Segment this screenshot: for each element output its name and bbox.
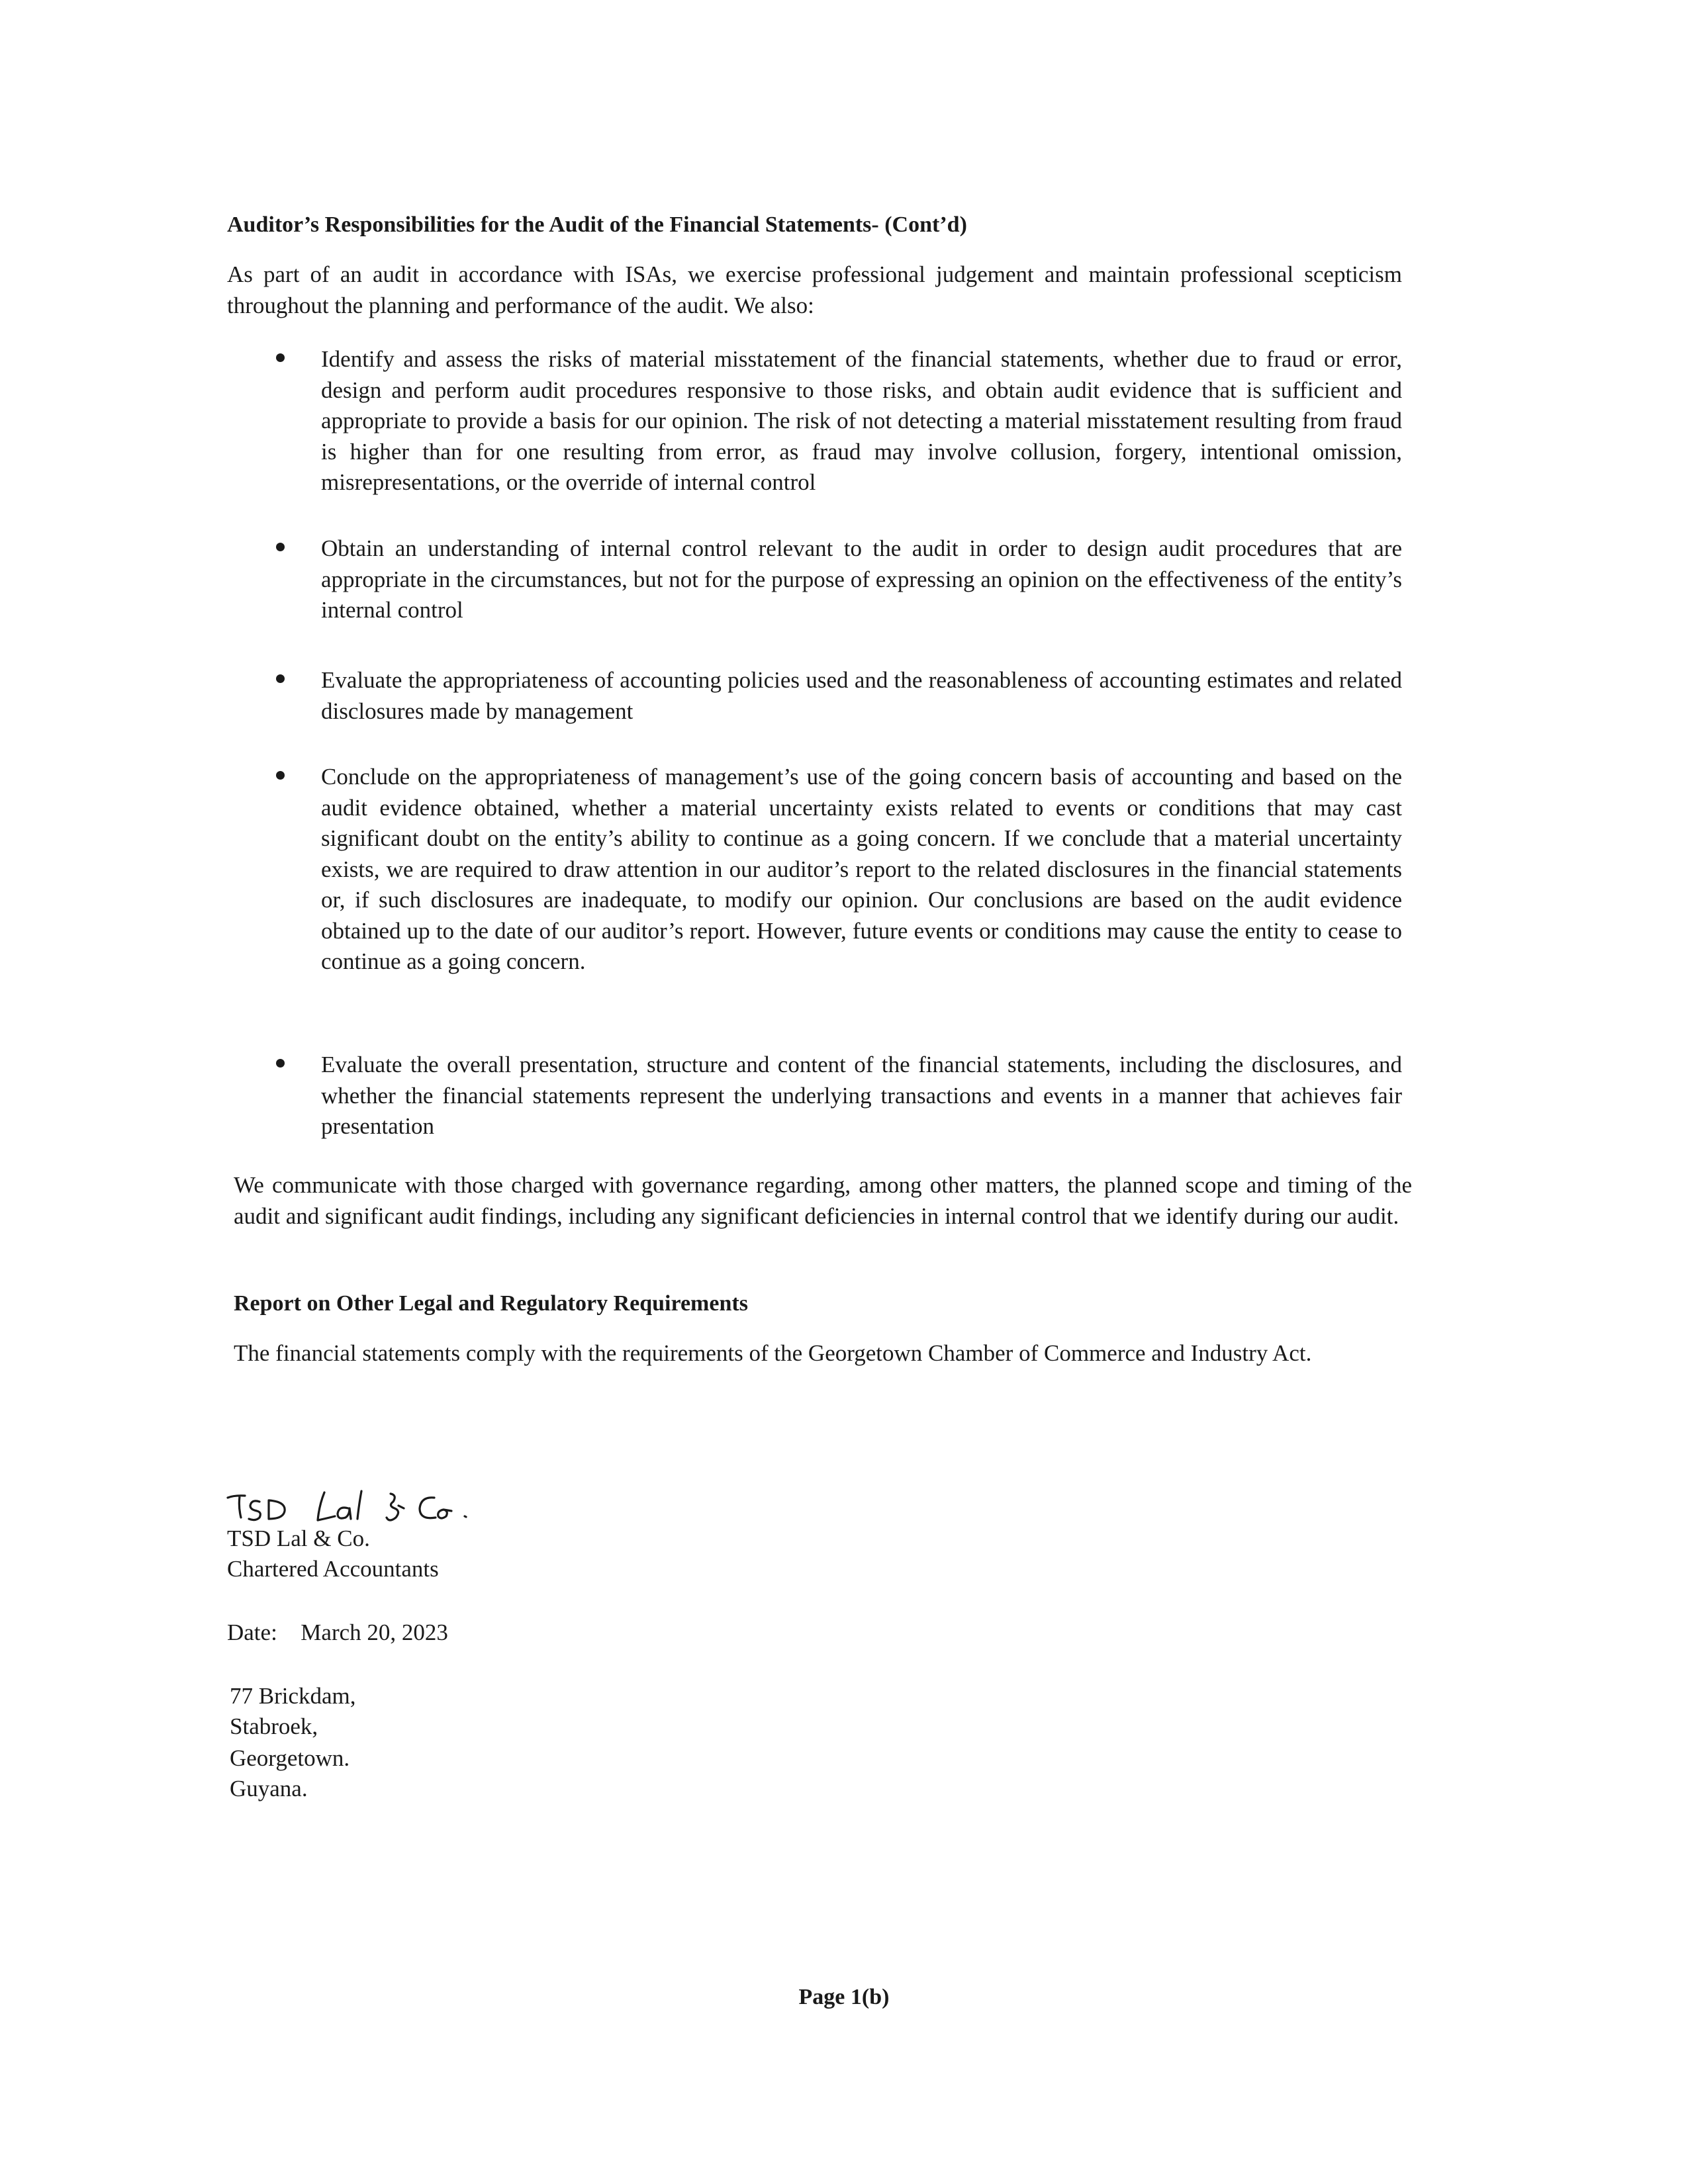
address-line: Georgetown.	[230, 1745, 350, 1771]
list-item-text: Evaluate the overall presentation, structure and content of the financial statements, including the disclosures, and whether the financial statements represent the underlying transactions and events in a manner that achieves fair presentation	[321, 1052, 1402, 1139]
governance-paragraph: We communicate with those charged with governance regarding, among other matters, the planned scope and timing of the audit and significant audit findings, including any significant deficiencies in internal control that we identify during our audit.	[234, 1172, 1412, 1229]
date-label: Date:	[227, 1619, 277, 1645]
address-line: 77 Brickdam,	[230, 1683, 356, 1709]
date-value: March 20, 2023	[301, 1619, 448, 1645]
list-item-text: Conclude on the appropriateness of management’s use of the going concern basis of accounting and based on the audit evidence obtained, whether a material uncertainty exists related to events or conditions that may cast significant doubt on the entity’s ability to continue as a going concern. If we conclude that a material uncertainty exists, we are required to draw attention in our auditor’s report to the related disclosures in the financial statements or, if such disclosures are inadequate, to modify our opinion. Our conclusions are based on the audit evidence obtained up to the date of our auditor’s report. However, future events or conditions may cause the entity to cease to continue as a going concern.	[321, 764, 1402, 974]
bullet-icon	[276, 543, 285, 551]
firm-name: TSD Lal & Co.	[227, 1525, 370, 1551]
list-item-text: Obtain an understanding of internal control relevant to the audit in order to design audit procedures that are appropriate in the circumstances, but not for the purpose of expressing an opinion on the effectiveness of the entity’s internal control	[321, 535, 1402, 623]
intro-paragraph: As part of an audit in accordance with ISAs, we exercise professional judgement and maintain professional scepticism throughout the planning and performance of the audit. We also:	[227, 261, 1402, 318]
bullet-icon	[276, 1059, 285, 1068]
list-item-text: Evaluate the appropriateness of accounting policies used and the reasonableness of accounting estimates and related disclosures made by management	[321, 667, 1402, 724]
firm-title: Chartered Accountants	[227, 1556, 439, 1582]
date-line	[227, 1617, 448, 1648]
bullet-icon	[276, 674, 285, 683]
responsibilities-list	[276, 344, 1402, 1152]
page-number: Page 1(b)	[798, 1985, 890, 2009]
heading-other-legal-requirements: Report on Other Legal and Regulatory Requirements	[234, 1291, 748, 1316]
bullet-icon	[276, 771, 285, 780]
list-item-text: Identify and assess the risks of material misstatement of the financial statements, whether due to fraud or error, design and perform audit procedures responsive to those risks, and obtain audit evidence that is sufficient and appropriate to provide a basis for our opinion. The risk of not detecting a material misstatement resulting from fraud is higher than for one resulting from error, as fraud may involve collusion, forgery, intentional omission, misrepresentations, or the override of internal control	[321, 346, 1402, 495]
heading-auditors-responsibilities: Auditor’s Responsibilities for the Audit of the Financial Statements- (Cont’d)	[227, 212, 967, 237]
bullet-icon	[276, 353, 285, 362]
compliance-paragraph: The financial statements comply with the requirements of the Georgetown Chamber of Commerce and Industry Act.	[234, 1340, 1312, 1366]
address-line: Stabroek,	[230, 1713, 318, 1739]
address-line: Guyana.	[230, 1776, 308, 1801]
